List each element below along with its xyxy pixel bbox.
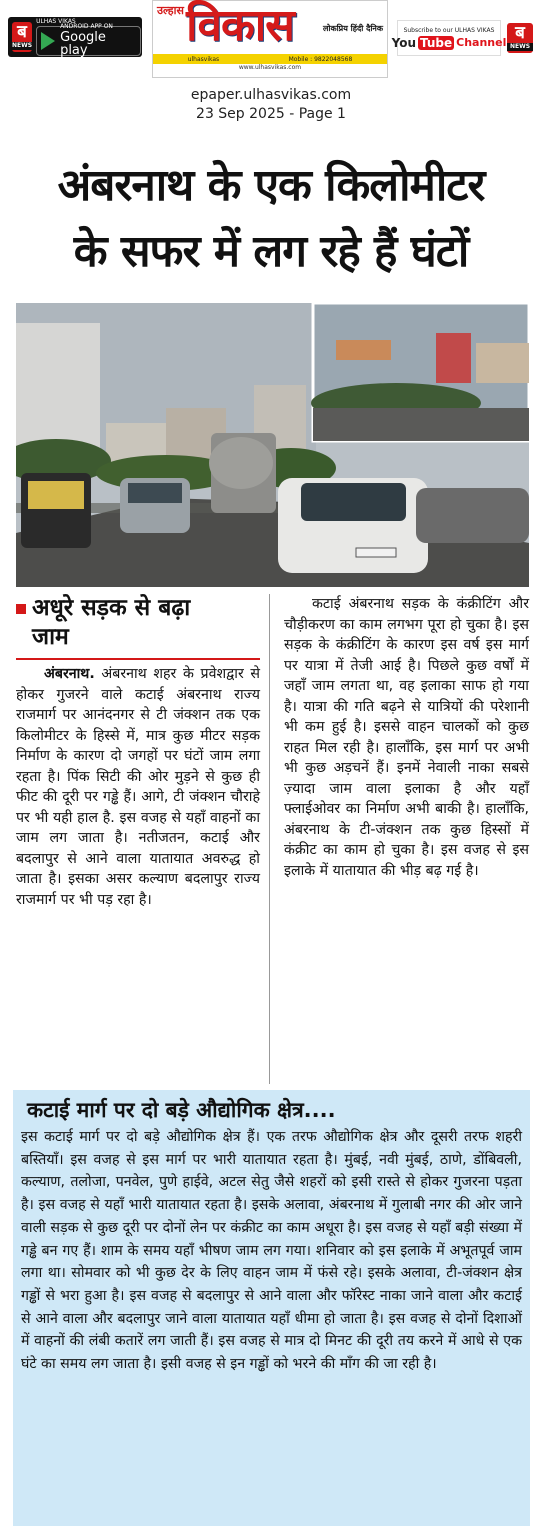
article-right-column: कटाई अंबरनाथ सड़क के कंक्रीटिंग और चौड़ीकरण का काम लगभग पूरा हो चुका है। इस सड़क के कंक्रीटिंग के कारण इस वर्ष इस मार्ग पर यात्रा में तेजी आई है। पिछले कुछ वर्षों में जहाँ जाम लगता था, वह इलाका साफ हो गया है। यात्रा की गति बढ़ने से यात्रियों की परेशानी भी कम हुई है। इससे वाहन चालकों को कुछ राहत मिल रही है। हालाँकि, इस मार्ग पर अभी भी कुछ अड़चनें हैं। इनमें नेवाली नाका सबसे ज़्यादा जाम वाला इलाका है और यहाँ फ्लाईओवर का निर्माण अभी बाकी है। हालाँकि, अंबरनाथ के टी-जंक्शन तक कुछ हिस्सों में कंक्रीट का काम हो चुका है। इस वजह से इस इलाके में यातायात की भीड़ बढ़ गई है। [284,596,529,879]
news-logo-right: ब NEWS [507,23,533,53]
app-badge[interactable] [8,17,142,57]
article-subhead: अधूरे सड़क से बढ़ा जाम [16,594,260,652]
box-heading: कटाई मार्ग पर दो बड़े औद्योगिक क्षेत्र.... [27,1098,336,1122]
subhead-underline [16,658,260,660]
youtube-badge[interactable] [391,18,535,58]
headline-line-1: अंबरनाथ के एक किलोमीटर [57,160,485,211]
play-icon [41,32,55,50]
epaper-info [0,86,542,124]
dateline: अंबरनाथ. [44,666,95,682]
youtube-subscribe[interactable]: Subscribe to our ULHAS VIKAS You Tube Channel [397,20,501,56]
masthead-web: www.ulhasvikas.com [238,64,302,71]
masthead-strip: ulhasvikas Mobile : 9822048568 [153,54,387,64]
article-left-column: अंबरनाथ. अंबरनाथ शहर के प्रवेशद्वार से होकर गुजरने वाले कटाई अंबरनाथ राज्य राजमार्ग पर आनंदनगर से टी जंक्शन तक एक किलोमीटर के हिस्से में, मात्र कुछ मीटर सड़क निर्माण के कारण दो जगहों पर घंटों जाम लगा रहता है। पिंक सिटी की ओर मुड़ने से कुछ ही फीट की दूरी पर गड्ढे हैं। आगे, टी जंक्शन चौराहे पर भी यही हाल है. इस वजह से यहाँ वाहनों का जाम लग जाता है। नतीजतन, कटाई और बदलापुर से आने वाला यातायात अवरुद्ध हो जाता है। इसका असर कल्याण बदलापुर राज्य राजमार्ग पर भी पड़ रहा है। [16,666,260,908]
masthead [152,0,388,78]
main-headline [0,153,542,285]
sidebar-box [13,1090,530,1526]
google-play-button[interactable]: ANDROID APP ON Google play [36,26,141,56]
youtube-icon: Tube [420,35,453,50]
box-text: इस कटाई मार्ग पर दो बड़े औद्योगिक क्षेत्र हैं। एक तरफ औद्योगिक क्षेत्र और दूसरी तरफ शहरी बस्तियाँ। इस वजह से इस मार्ग पर भारी यातायात रहता है। मुंबई, नवी मुंबई, ठाणे, डोंबिवली, कल्याण, तलोजा, पनवेल, पुणे हाईवे, अटल सेतु जैसे शहरों को इसी रास्ते से होकर गुजरना पड़ता है। इस वजह से यहाँ भारी यातायात रहता है। इसके अलावा, अंबरनाथ में गुलाबी नगर की ओर जाने वाली सड़क से कुछ दूरी पर दोनों लेन पर कंक्रीट का काम अधूरा है। इस वजह से यहाँ बड़ी संख्या में गड्ढे बन गए हैं। शाम के समय यहाँ भीषण जाम लग गया। शनिवार को इस इलाके में अभूतपूर्व जाम लगा था। सोमवार को भी कुछ देर के लिए वाहन जाम में फंसे रहे। इसके अलावा, टी-जंक्शन क्षेत्र गड्ढों से भरा हुआ है। इस वजह से बदलापुर से आने वाला और फॉरेस्ट नाका जाने वाला और कटाई से आने वाला और बदलापुर जाने वाला यातायात यहाँ धीमा हो जाता है। इस वजह से दोनों दिशाओं में वाहनों की लंबी कतारें लग जाती हैं। इस वजह से मात्र दो मिनट की दूरी तय करने में आधे से एक घंटे का समय लग जाता है। इसी वजह से इन गड्ढों को भरने की माँग की जा रही है। [21,1129,522,1373]
app-tag: ULHAS VIKAS [36,18,76,25]
masthead-small: उल्हास [157,4,184,17]
column-divider [269,594,270,1084]
masthead-tagline: लोकप्रिय हिंदी दैनिक [322,24,383,33]
masthead-logo: विकास [186,0,294,51]
headline-line-2: के सफर में लग रहे हैं घंटों [73,226,469,277]
epaper-date: 23 Sep 2025 - Page 1 [196,106,346,122]
news-logo-left: ब NEWS [12,22,32,52]
bullet-square-icon [16,604,26,614]
news-photo [16,303,529,587]
epaper-site[interactable]: epaper.ulhasvikas.com [190,87,352,103]
